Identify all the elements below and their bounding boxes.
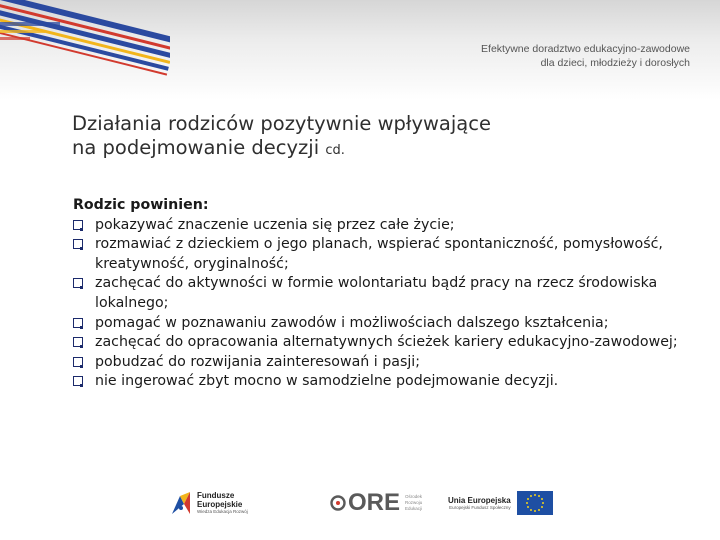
- list-item: [73, 216, 703, 236]
- eu-fund: Europejski Fundusz Społeczny: [449, 504, 511, 510]
- checkbox-bullet-icon: [73, 318, 89, 329]
- eu-name: Unia Europejska: [448, 495, 511, 505]
- list-item-text: zachęcać do opracowania alternatywnych ścieżek kariery edukacyjno-zawodowej;: [95, 334, 678, 351]
- ore-line3: Edukacji: [405, 506, 423, 511]
- list-item-text: pokazywać znaczenie uczenia się przez całe życie;: [95, 216, 455, 233]
- ore-circle-icon: [330, 495, 346, 511]
- slide-title-line2-text: na podejmowanie decyzji: [72, 136, 320, 159]
- list-item: [73, 372, 703, 392]
- list-item: [73, 235, 703, 274]
- list-item: [73, 274, 703, 313]
- slide-title-line1: Działania rodziców pozytywnie wpływające: [72, 112, 491, 135]
- list-item-text: zachęcać do aktywności w formie wolontariatu bądź pracy na rzecz środowiska lokalnego;: [95, 275, 658, 311]
- checkbox-bullet-icon: [73, 337, 89, 348]
- eu-flag-icon: [517, 491, 553, 515]
- footer-logos: [0, 480, 720, 530]
- list-item-text: pomagać w poznawaniu zawodów i możliwościach dalszego kształcenia;: [95, 314, 609, 331]
- ore-logo: [330, 480, 422, 526]
- checkbox-bullet-icon: [73, 220, 89, 231]
- ore-line1: Ośrodek: [405, 494, 423, 499]
- program-header-line2: dla dzieci, młodzieży i dorosłych: [540, 57, 690, 69]
- checkbox-bullet-icon: [73, 278, 89, 289]
- list-item-text: pobudzać do rozwijania zainteresowań i pasji;: [95, 353, 420, 370]
- program-header-line1: Efektywne doradztwo edukacyjno-zawodowe: [481, 43, 690, 55]
- fe-name-line1: Fundusze: [197, 491, 235, 500]
- list-item: [73, 314, 703, 334]
- checkbox-bullet-icon: [73, 239, 89, 250]
- slide-title-suffix: cd.: [325, 143, 345, 158]
- list-item-text: rozmawiać z dzieckiem o jego planach, wspierać spontaniczność, pomysłowość, kreatywność, oryginalność;: [95, 236, 663, 272]
- decorative-stripes: [0, 0, 170, 90]
- fundusze-europejskie-logo: [170, 480, 248, 526]
- ore-line2: Rozwoju: [405, 500, 423, 505]
- checkbox-bullet-icon: [73, 357, 89, 368]
- fe-name-line2: Europejskie: [197, 500, 243, 509]
- program-header: [481, 42, 690, 70]
- slide-content: [73, 196, 703, 392]
- eu-logo: [448, 480, 553, 526]
- slide-title-line2: [72, 136, 672, 163]
- list-item-text: nie ingerować zbyt mocno w samodzielne podejmowanie decyzji.: [95, 373, 559, 390]
- bullet-list: [73, 216, 703, 392]
- lead-text: Rodzic powinien:: [73, 197, 209, 213]
- fe-program: Wiedza Edukacja Rozwój: [197, 509, 248, 514]
- checkbox-bullet-icon: [73, 376, 89, 387]
- fundusze-europejskie-icon: [170, 490, 192, 516]
- slide-title: [72, 112, 672, 163]
- list-item: [73, 353, 703, 373]
- ore-wordmark: ORE: [348, 489, 401, 516]
- list-item: [73, 333, 703, 353]
